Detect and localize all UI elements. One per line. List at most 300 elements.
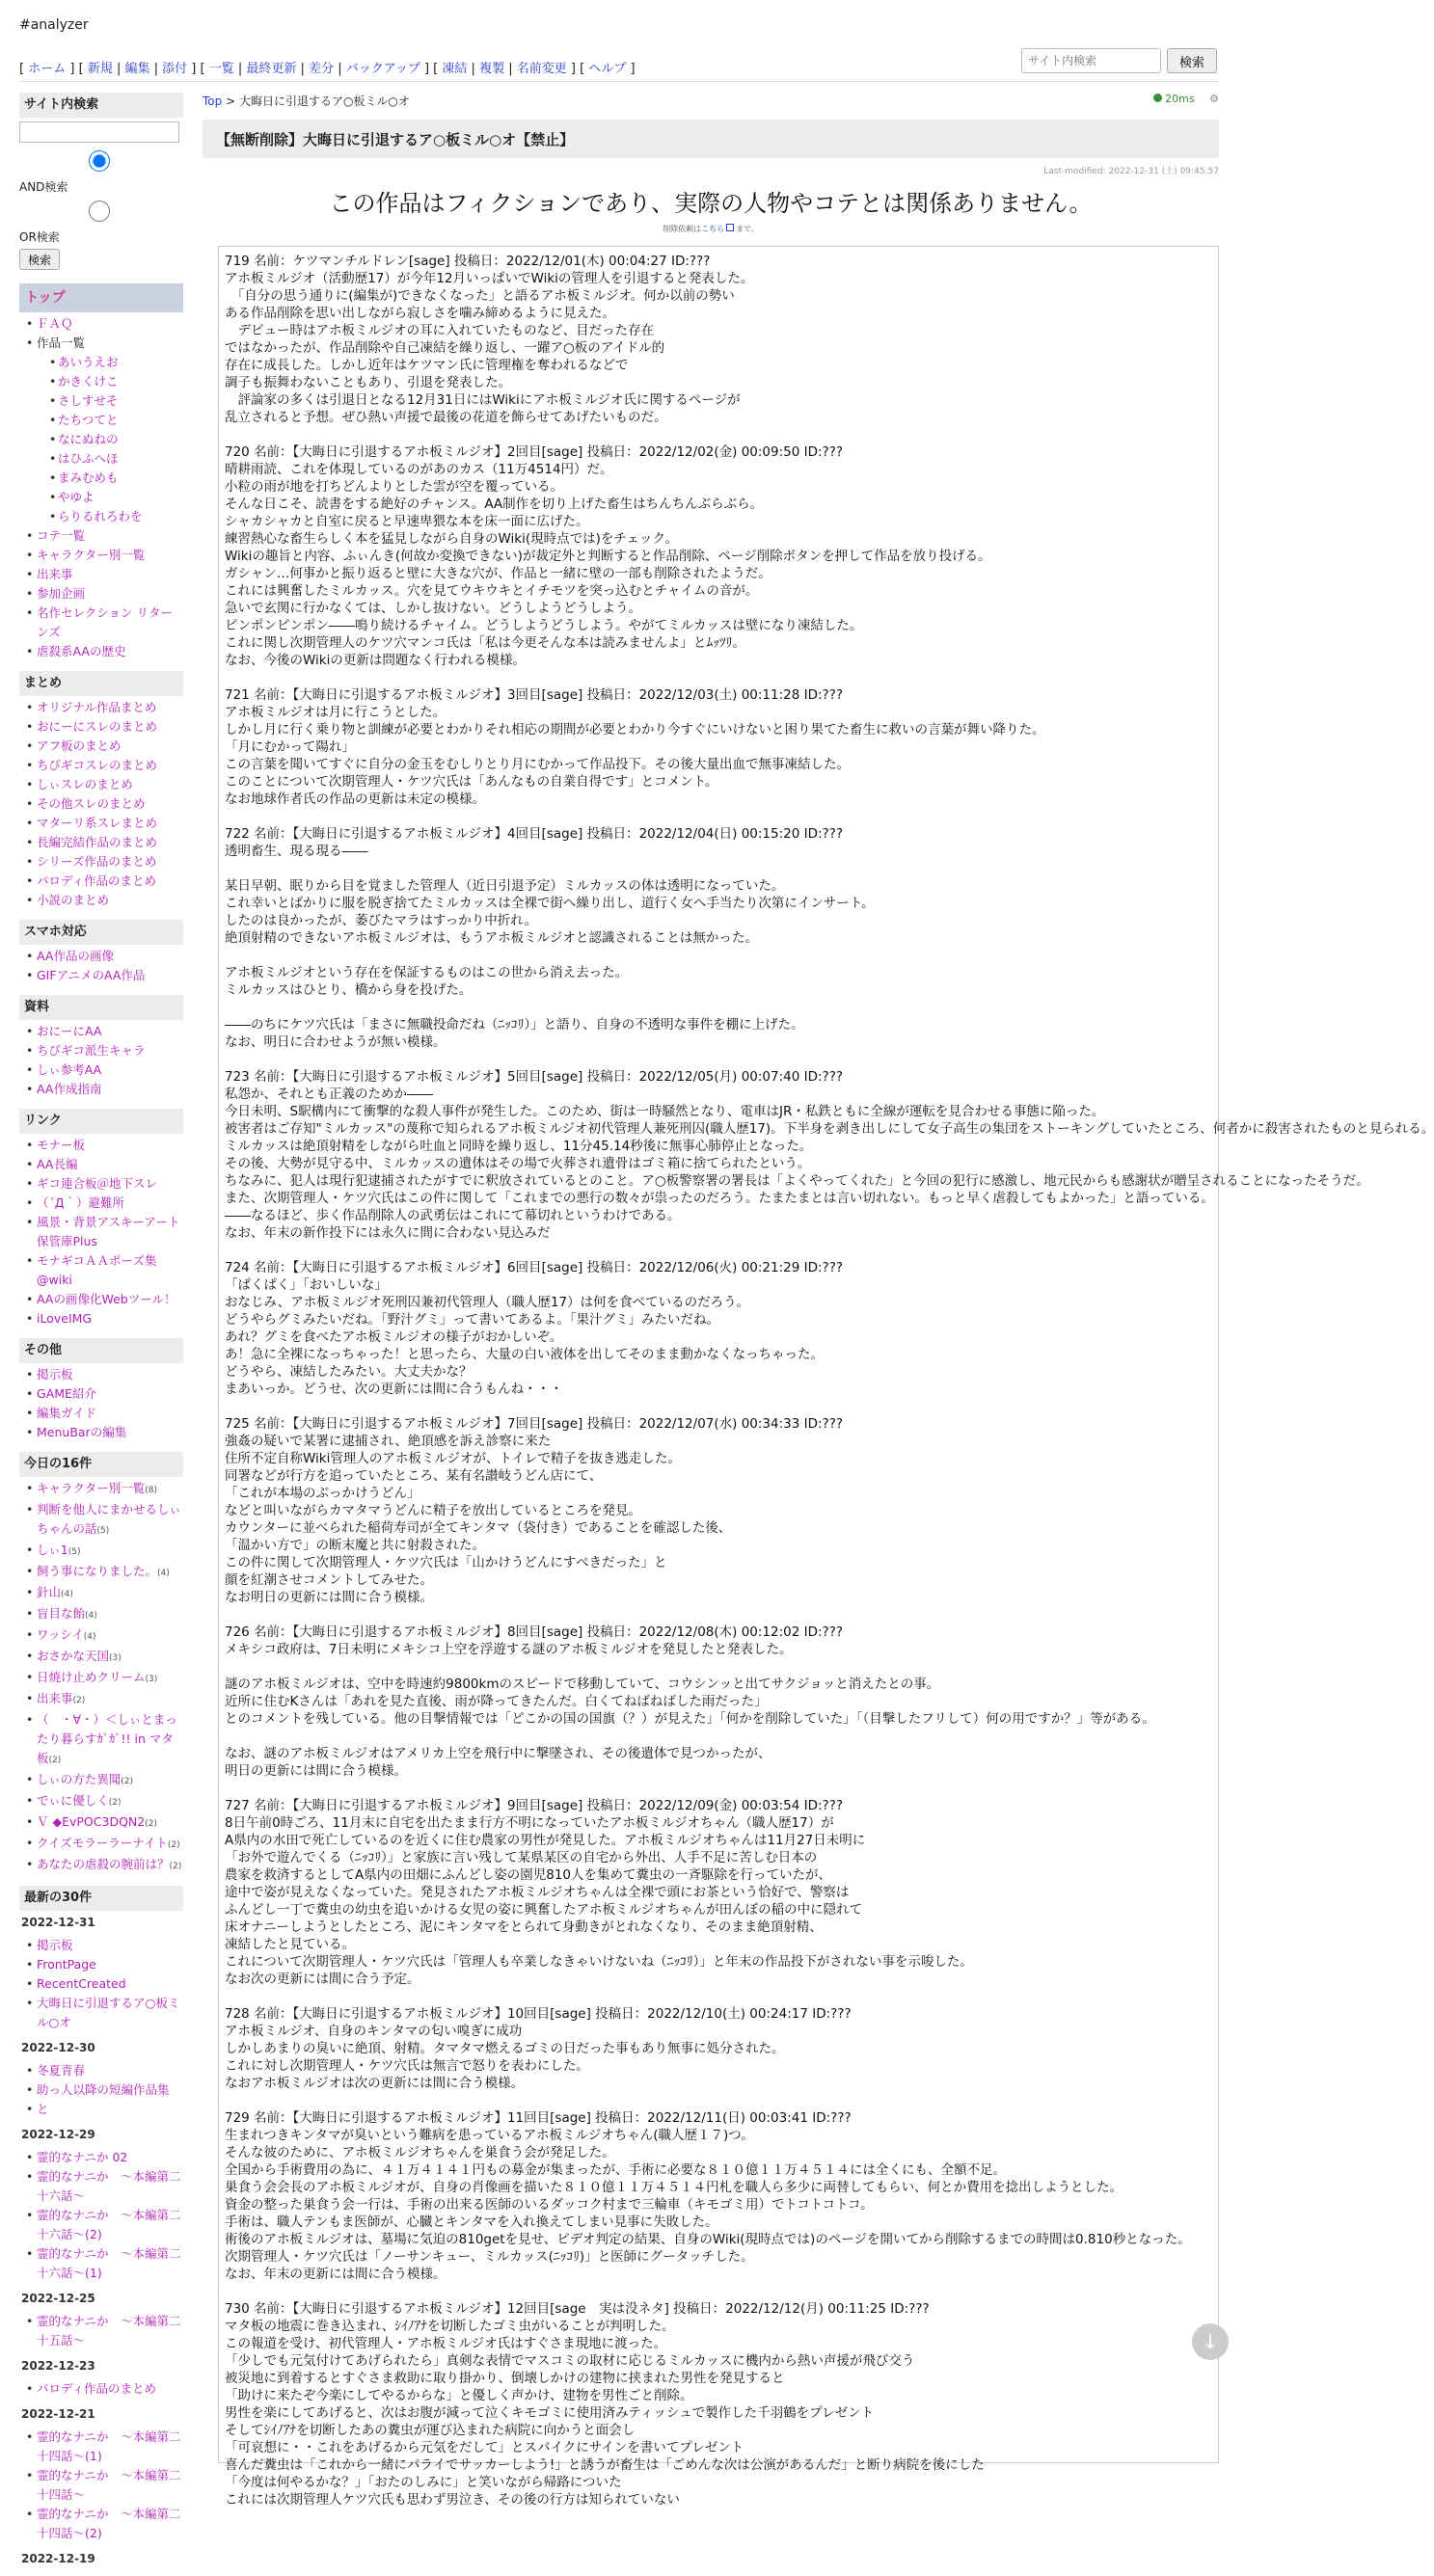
nav-link[interactable]: 添付 — [162, 62, 188, 76]
kana-link[interactable]: • やゆよ — [46, 488, 183, 507]
today-item — [23, 1541, 183, 1562]
nav-sep: | — [233, 62, 247, 76]
sidebar-item-faq[interactable]: • ＦＡＱ — [23, 314, 183, 334]
recent-date: 2022-12-29 — [21, 2128, 95, 2141]
story-line — [225, 1988, 1212, 2005]
story-line — [225, 426, 1212, 443]
story-line: メキシコ政府は、7日未明にメキシコ上空を浮遊する謎のアホ板ミルジオを発見したと発表した。 — [225, 1642, 793, 1657]
story-line: A県内の水田で死亡しているのを近くに住む農家の男性が発見した。アホ板ミルジオちゃんは11月27日未明に — [225, 1833, 866, 1848]
recent-date: 2022-12-19 — [21, 2552, 95, 2565]
today-link[interactable]: Ｖ ◆EvPOC3DQN2 — [37, 1814, 146, 1829]
today-link[interactable]: 出来事 — [37, 1691, 73, 1705]
story-line: 「助けに来たぞ今楽にしてやるからな」と優しく声かけ、建物を男性ごと削除。 — [225, 2388, 693, 2403]
kana-link[interactable]: • はひふへほ — [46, 449, 183, 469]
today-link[interactable]: 飼う事になりました。 — [37, 1564, 158, 1578]
sidebar-item[interactable]: • キャラクター別一覧 — [23, 546, 183, 565]
matome-link[interactable]: • マターリ系スレまとめ — [23, 814, 183, 833]
sidebar-item[interactable]: • 虐殺系AAの歴史 — [23, 642, 183, 661]
story-line: 今日未明、S駅構内にて衝撃的な殺人事件が発生した。このため、街は一時騒然となり、電車はJR・私鉄ともに全線が運転を見合わせる事態に陥った。 — [225, 1104, 1105, 1119]
today-item — [23, 1562, 183, 1583]
today-count: (5) — [68, 1547, 81, 1557]
nav-link[interactable]: 名前変更 — [516, 62, 567, 76]
or-radio[interactable] — [19, 201, 179, 222]
story-line — [225, 999, 1212, 1016]
story-line: 資金の整った巣食う会一行は、手術の出来る医師のいるダッコク村まで三輪車（キモゴミ用）でトコトコトコ。 — [225, 2197, 874, 2213]
header-divider — [19, 81, 1219, 82]
gear-icon[interactable]: ⚙ — [1209, 93, 1219, 105]
story-line: ある作品削除を思い出しながら寂しさを噛み締めるように見えた。 — [225, 306, 615, 321]
nav-link[interactable]: 最終更新 — [246, 62, 297, 76]
story-line: アホ板ミルジオという存在を保証するものはこの世から消え去った。 — [225, 965, 629, 980]
today-item — [23, 1668, 183, 1689]
story-line: 「自分の思う通りに(編集が)できなくなった」と語るアホ板ミルジオ。何か以前の勢い — [225, 288, 735, 304]
story-line: ピンポンピンポン――鳴り続けるチャイム。どうしようどうしよう。やがてミルカッスは壁になり凍結した。 — [225, 618, 863, 633]
story-line: アホ板ミルジオ（活動歴17）が今年12月いっぱいでWikiの管理人を引退すると発表した。 — [225, 271, 754, 286]
today-link[interactable]: ワッシイ — [37, 1627, 84, 1642]
today-link[interactable]: でぃに優しく — [37, 1793, 109, 1808]
story-line: おなじみ、アホ板ミルジオ死刑囚兼初代管理人（職人歴17）は何を食べているのだろう。 — [225, 1295, 750, 1310]
recent-date: 2022-12-31 — [21, 1916, 95, 1929]
recent-group — [19, 2426, 183, 2547]
today-count: (4) — [83, 1632, 96, 1642]
story-line: 小粒の雨が地を打ちどんよりとした雲が空を覆っている。 — [225, 479, 563, 495]
today-item — [23, 1791, 183, 1812]
story-line: したのは良かったが、萎びたマラはすっかり中折れ。 — [225, 913, 537, 928]
story-line: 農家を救済するとしてA県内の田畑にふんどし姿の園児810人を集めて糞虫の一斉駆除を行っていたが、 — [225, 1867, 832, 1883]
kana-link[interactable]: • かきくけこ — [46, 372, 183, 391]
nav-link[interactable]: 凍結 — [442, 62, 468, 76]
story-line: デビュー時はアホ板ミルジオの耳に入れていたものなど、目だった存在 — [225, 323, 655, 338]
smart-link[interactable]: • GIFアニメのAA作品 — [23, 966, 183, 985]
story-line: この件に関して次期管理人・ケツ穴氏は「山かけうどんにすべきだった」と — [225, 1555, 667, 1570]
story-line — [225, 1051, 1212, 1068]
other-link[interactable]: • GAME紹介 — [23, 1384, 183, 1404]
today-count: (8) — [145, 1486, 158, 1495]
sidebar-top-link[interactable]: トップ — [19, 283, 183, 312]
external-link[interactable]: • AAの画像化Webツール！ — [23, 1290, 183, 1309]
external-link[interactable]: • モナー板 — [23, 1136, 183, 1155]
story-line: カウンターに並べられた稲荷寿司が全てキンタマ（袋付き）であることを確認した後、 — [225, 1520, 732, 1536]
story-line: アホ板ミルジオは月に行こうとした。 — [225, 705, 446, 720]
today-link[interactable]: あなたの虐殺の腕前は？ — [37, 1857, 170, 1871]
recent-group — [19, 2377, 183, 2402]
sidebar-item[interactable]: • 参加企画 — [23, 584, 183, 604]
story-line: 近所に住むKさんは「あれを見た直後、雨が降ってきたんだ。白くてねばねばした雨だった」 — [225, 1694, 768, 1709]
story-line: あれ？グミを食べたアホ板ミルジオの様子がおかしいぞ。 — [225, 1329, 563, 1345]
nav-bracket: [ — [78, 62, 88, 76]
story-line: 全国から手術費用の為に、４１万４１４１円もの募金が集まったが、手術に必要な８１０億１１万４５１４には全くにも、全額不足。 — [225, 2162, 1006, 2178]
shiryo-link[interactable]: • ちびギコ派生キャラ — [23, 1041, 183, 1060]
story-line: とのコメントを残している。他の目撃情報では「どこかの国の国旗（？）が見えた」「何かを削除していた」「（目撃したフリして）何の用ですか？」等がある。 — [225, 1711, 1155, 1727]
story-line: 「これが本場のぶっかけうどん」 — [225, 1486, 420, 1501]
recent-group — [19, 1934, 183, 2036]
fiction-disclaimer: この作品はフィクションであり、実際の人物やコテとは関係ありません。 — [329, 190, 1093, 217]
external-link-icon — [726, 224, 734, 231]
today-item — [23, 1583, 183, 1604]
sidebar-today-heading: 今日の16件 — [19, 1452, 183, 1477]
story-line: 評論家の多くは引退日となる12月31日にはWikiにアホ板ミルジオ氏に関するページが — [225, 392, 741, 408]
story-line: なお次の更新には間に合う予定。 — [225, 1972, 420, 1987]
story-line — [225, 2092, 1212, 2109]
other-link[interactable]: • 編集ガイド — [23, 1404, 183, 1423]
today-link[interactable]: しぃの方た異聞 — [37, 1772, 122, 1786]
smart-list — [19, 945, 183, 989]
story-line: どうやらグミみたいだね。「野汁グミ」って書いてあるよ。「果汁グミ」みたいだね。 — [225, 1312, 719, 1328]
today-link[interactable]: （ ・∀・）＜しぃとまったり暮らすｶﾞｶﾞ!! in マタ板 — [37, 1712, 177, 1765]
matome-link[interactable]: • シリーズ作品のまとめ — [23, 852, 183, 872]
recent-link[interactable]: • 冬夏青春 — [23, 2061, 183, 2080]
today-count: (2) — [169, 1862, 182, 1871]
recent-link[interactable]: • FrontPage — [23, 1955, 183, 1974]
external-link[interactable]: • 風景・背景アスキーアート保管庫Plus — [23, 1213, 183, 1251]
deletion-link[interactable]: こちら — [701, 225, 725, 233]
scroll-down-icon[interactable]: ↓ — [1192, 2323, 1229, 2360]
today-item — [23, 1647, 183, 1668]
story-line: しかしあまりの臭いに絶頂、射精。タマタマ燃えるゴミの日だった事もあり無事に処分された。 — [225, 2041, 785, 2056]
today-link[interactable]: 針山 — [37, 1585, 62, 1599]
breadcrumb-top[interactable]: Top — [203, 94, 223, 108]
story-line: 728 名前：【大晦日に引退するアホ板ミルジオ】10回目[sage] 投稿日：2022/12/10(土) 00:24:17 ID:??? — [225, 2006, 852, 2022]
other-link[interactable]: • 掲示板 — [23, 1365, 183, 1384]
nav-sep: | — [504, 62, 517, 76]
recent-link[interactable]: • 霊的なナニか ～本編第二十五話～ — [23, 2312, 183, 2350]
clock-icon — [1153, 94, 1162, 102]
sidebar-search-button[interactable]: 検索 — [19, 249, 60, 270]
sidebar-other-heading: その他 — [19, 1338, 183, 1363]
story-line: あ！急に全裸になっちゃった！と思ったら、大量の白い液体を出してそのまま動かなくなっちゃった。 — [225, 1347, 824, 1362]
sidebar-matome-heading: まとめ — [19, 671, 183, 696]
search-button[interactable]: 検索 — [1167, 48, 1217, 73]
story-line: 凍結したと見ている。 — [225, 1937, 355, 1952]
today-item — [23, 1500, 183, 1541]
kana-link[interactable]: • まみむめも — [46, 469, 183, 488]
today-link[interactable]: しぃ1 — [37, 1543, 68, 1557]
story-line: 727 名前：【大晦日に引退するアホ板ミルジオ】9回目[sage] 投稿日：2022/12/09(金) 00:03:54 ID:??? — [225, 1798, 844, 1813]
today-item — [23, 1812, 183, 1834]
today-count: (2) — [48, 1756, 62, 1765]
story-line — [225, 947, 1212, 964]
story-line: 透明畜生、現る現る―― — [225, 844, 368, 859]
other-link[interactable]: • MenuBarの編集 — [23, 1423, 183, 1442]
story-line: 「可哀想に・・これをあげるから元気をだして」とスパイクにサインを書いてプレゼント — [225, 2440, 744, 2455]
today-item — [23, 1834, 183, 1855]
sidebar-shiryo-heading: 資料 — [19, 995, 183, 1020]
nav-sep: | — [112, 62, 125, 76]
today-link[interactable]: キャラクター別一覧 — [37, 1481, 146, 1495]
story-line: しかし月に行く乗り物と訓練が必要とわかりそれ相応の期間が必要とわかり今すぐにいけないと困り果てた畜生に救いの言葉が舞い降りた。 — [225, 722, 1045, 738]
story-line: 「少しでも元気付けてあげられたら」真剣な表情でマスコミの取材に応じるミルカッスに機内から熱い声援が飛び交う — [225, 2353, 915, 2369]
nav-bracket: ] — [566, 62, 581, 76]
story-line: まあいっか。どうせ、次の更新には間に合うもんね・・・ — [225, 1382, 563, 1397]
story-line: 729 名前：【大晦日に引退するアホ板ミルジオ】11回目[sage] 投稿日：2022/12/11(日) 00:03:41 ID:??? — [225, 2110, 852, 2126]
recent-group — [19, 2310, 183, 2354]
story-line: これについて次期管理人・ケツ穴氏は「管理人も卒業しなきゃいけないね（ﾆｯｺﾘ）」と年末の作品投下がされない事を示唆した。 — [225, 1954, 973, 1970]
recent-link[interactable]: • 霊的なナニか ～本編第二十四話～(2) — [23, 2505, 183, 2543]
story-line: これに対し次期管理人・ケツ穴氏は無言で怒りを表わにした。 — [225, 2058, 589, 2074]
story-line: 喜んだ糞虫は「これから一緒にパライでサッカーしよう!」と誘うが畜生は「ごめんな次は公演があるんだ」と断り病院を後にした — [225, 2457, 985, 2473]
story-line: 「ぱくぱく」「おいしいな」 — [225, 1277, 388, 1293]
story-line: ではなかったが、作品削除や自己凍結を繰り返し、一躍ア○板のアイドル的 — [225, 340, 665, 356]
recent-link[interactable]: • と — [23, 2100, 183, 2119]
story-line: そんな彼のために、アホ板ミルジオちゃんを巣食う会が発足した。 — [225, 2145, 615, 2160]
story-line: 途中で姿が見えなくなっていた。発見されたアホ板ミルジオちゃんは全裸で頭にお茶という恰好で、警察は — [225, 1885, 850, 1900]
shiryo-link[interactable]: • しぃ参考AA — [23, 1060, 183, 1080]
nav-sep: | — [467, 62, 480, 76]
recent-link[interactable]: • 霊的なナニか ～本編第二十六話～(1) — [23, 2244, 183, 2283]
external-link[interactable]: • iLoveIMG — [23, 1309, 183, 1328]
kana-link[interactable]: • たちつてと — [46, 411, 183, 430]
top-navigation — [19, 58, 636, 76]
kana-link[interactable]: • なにぬねの — [46, 430, 183, 449]
shiryo-link[interactable]: • AA作成指南 — [23, 1080, 183, 1099]
story-line: ミルカッスはひとり、橋から身を投げた。 — [225, 982, 473, 998]
story-line: アホ板ミルジオ、自身のキンタマの匂い嗅ぎに成功 — [225, 2024, 523, 2039]
story-line: 次期管理人・ケツ穴氏は「ノーサンキュー、ミルカッス(ﾆｯｺﾘ)」と医師にグータッチした。 — [225, 2249, 754, 2265]
story-line: マタ板の地震に巻き込まれ、ｼｲﾉｱﾅを切断したゴミ虫がいることが判明した。 — [225, 2319, 675, 2334]
breadcrumb-sep: > — [226, 94, 239, 108]
story-line: この言葉を聞いてすぐに自分の金玉をむしりとり月にむかって作品投下。その後大量出血で無事凍結した。 — [225, 757, 850, 772]
recent-link[interactable]: • 霊的なナニか 02 — [23, 2148, 183, 2167]
story-line: 存在に成長した。しかし近年はケツマン氏に管理権を奪われるなどで — [225, 358, 629, 373]
matome-link[interactable]: • パロディ作品のまとめ — [23, 872, 183, 891]
story-line: なお、今後のWikiの更新は問題なく行われる模様。 — [225, 653, 526, 668]
external-link[interactable]: • ギコ連合板＠地下スレ — [23, 1174, 183, 1194]
story-line: 8日午前0時ごろ、11月末に自宅を出たまま行方不明になっていたアホ板ミルジオちゃん（職人歴17）が — [225, 1815, 834, 1831]
header-search — [1021, 48, 1217, 73]
story-line: 同署などが行方を追っていたところ、某有名讃岐うどん店にて、 — [225, 1468, 603, 1484]
today-link[interactable]: おさかな天国 — [37, 1649, 110, 1663]
external-link[interactable]: • モナギコＡＡポーズ集@wiki — [23, 1251, 183, 1290]
external-link[interactable]: • AA長編 — [23, 1155, 183, 1174]
sidebar-item[interactable]: • 出来事 — [23, 565, 183, 584]
nav-link[interactable]: 編集 — [124, 62, 150, 76]
story-line: 725 名前：【大晦日に引退するアホ板ミルジオ】7回目[sage] 投稿日：2022/12/07(水) 00:34:33 ID:??? — [225, 1416, 844, 1432]
recent-link[interactable]: • 霊的なナニか ～本編第二十四話～ — [23, 2466, 183, 2505]
recent-link[interactable]: • 掲示板 — [23, 1936, 183, 1955]
sidebar-item[interactable]: • コテ一覧 — [23, 526, 183, 546]
nav-link[interactable]: 複製 — [479, 62, 505, 76]
story-line: 練習熱心な畜生らしく本を猛見しながら自身のWiki(現時点では)をチェック。 — [225, 531, 678, 547]
today-item — [23, 1604, 183, 1625]
deletion-note-post: まで。 — [736, 225, 759, 233]
matome-list — [19, 696, 183, 914]
today-count: (2) — [72, 1696, 86, 1705]
nav-link[interactable]: 新規 — [87, 62, 113, 76]
matome-link[interactable]: • しぃスレのまとめ — [23, 775, 183, 794]
story-line: 謎のアホ板ミルジオは、空中を時速約9800kmのスピードで移動していて、コウシンッと出てサクジョッと消えたとの事。 — [225, 1677, 940, 1692]
story-line: これには次期管理人ケツ穴氏も思わず男泣き、その後の行方は知られていない — [225, 2492, 680, 2508]
today-item — [23, 1625, 183, 1647]
story-line: 719 名前：ケツマンチルドレン[sage] 投稿日：2022/12/01(木) 00:04:27 ID:??? — [225, 254, 711, 269]
and-radio[interactable] — [19, 150, 179, 172]
story-line: 私怨か、それとも正義のためか―― — [225, 1087, 433, 1102]
recent-link[interactable]: • 大晦日に引退するア○板ミル○オ — [23, 1994, 183, 2032]
recent-link[interactable]: • RecentCreated — [23, 1974, 183, 1994]
story-line: 「今度は何やるかな？」「おたのしみに」と笑いながら帰路についた — [225, 2475, 622, 2490]
sidebar-search-input[interactable] — [19, 121, 179, 143]
today-link[interactable]: クイズモラーラーナイト — [37, 1836, 168, 1850]
nav-sep: | — [149, 62, 163, 76]
nav-link[interactable]: 一覧 — [208, 62, 234, 76]
story-line — [225, 1728, 1212, 1745]
matome-link[interactable]: • オリジナル作品まとめ — [23, 698, 183, 717]
other-list — [19, 1363, 183, 1446]
sidebar-recent-heading: 最新の30件 — [19, 1886, 183, 1911]
sidebar-link-heading: リンク — [19, 1109, 183, 1134]
render-time — [1153, 93, 1219, 105]
story-line: なお、年末の新作投下には永久に間に合わない見込みだ — [225, 1225, 551, 1241]
story-line: 住所不定自称Wiki管理人のアホ板ミルジオが、トイレで精子を抜き逃走した。 — [225, 1451, 681, 1466]
story-line: ――のちにケツ穴氏は「まさに無職投命だね（ﾆｯｺﾘ）」と語り、自身の不透明な事件を棚に上げた。 — [225, 1017, 804, 1033]
nav-bracket: [ — [200, 62, 209, 76]
nav-bracket: [ — [19, 62, 29, 76]
nav-link[interactable]: バックアップ — [345, 62, 420, 76]
today-link[interactable]: 盲目な飴 — [37, 1606, 86, 1621]
story-line: そんな日こそ、読書をする絶好のチャンス。AA制作を切り上げた畜生はちんちんぶらぶら。 — [225, 496, 764, 512]
recent-group — [19, 2059, 183, 2123]
story-line: これ幸いとばかりに服を脱ぎ捨てたミルカッスは全裸で街へ繰り出し、道行く女へ手当たり次第にインサート。 — [225, 896, 875, 911]
link-list — [19, 1134, 183, 1332]
story-line: 術後のアホ板ミルジオは、墓場に気迫の810getを見せ、ビデオ判定の結果、自身のWiki(現時点では)のページを開いてから削除するまでの時間は0.810秒となった。 — [225, 2232, 1191, 2247]
story-line: なお、謎のアホ板ミルジオはアメリカ上空を飛行中に撃墜され、その後遺体で見つかったが、 — [225, 1746, 771, 1761]
story-line: 明日の更新には間に合う模様。 — [225, 1763, 407, 1779]
story-line — [225, 1780, 1212, 1797]
matome-link[interactable]: • その他スレのまとめ — [23, 794, 183, 814]
story-line: 生まれつきキンタマが臭いという難病を患っているアホ板ミルジオちゃん(職人歴１７)つ。 — [225, 2128, 754, 2143]
nav-bracket: [ — [433, 62, 443, 76]
story-line: ミルカッスは絶頂射精をしながら吐血と同時を繰り返し、11分45.14秒後に無事心肺停止となった。 — [225, 1139, 813, 1154]
story-line — [225, 1658, 1212, 1676]
story-line: 「月にむかって陽れ」 — [225, 739, 355, 755]
recent-date: 2022-12-30 — [21, 2041, 95, 2054]
story-line: 721 名前：【大晦日に引退するアホ板ミルジオ】3回目[sage] 投稿日：2022/12/03(土) 00:11:28 ID:??? — [225, 687, 844, 703]
story-line — [225, 1606, 1212, 1623]
matome-link[interactable]: • ちびギコスレのまとめ — [23, 756, 183, 775]
matome-link[interactable]: • 小説のまとめ — [23, 891, 183, 910]
story-line: 「温かい方で」の断末魔と共に射殺された。 — [225, 1538, 485, 1553]
recent-link[interactable]: • パロディ作品のまとめ — [23, 2379, 183, 2399]
story-line: 723 名前：【大晦日に引退するアホ板ミルジオ】5回目[sage] 投稿日：2022/12/05(月) 00:07:40 ID:??? — [225, 1069, 844, 1085]
today-link[interactable]: 判断を他人にまかせるしぃちゃんの話 — [37, 1502, 181, 1536]
matome-link[interactable]: • アフ板のまとめ — [23, 737, 183, 756]
search-input[interactable] — [1021, 48, 1161, 73]
story-line: ガシャン…何事かと振り返ると壁に大きな穴が、作品と一緒に壁の一部も削除されたようだ。 — [225, 566, 771, 581]
today-count: (5) — [96, 1526, 110, 1536]
kana-link[interactable]: • さしすせそ — [46, 391, 183, 411]
recent-date: 2022-12-25 — [21, 2292, 95, 2305]
story-line — [225, 669, 1212, 686]
today-list — [19, 1477, 183, 1880]
today-link[interactable]: 日焼け止めクリーム — [37, 1670, 146, 1684]
story-line: なお明日の更新には間に合う模様。 — [225, 1590, 433, 1605]
story-line: なおアホ板ミルジオは次の更新には間に合う模様。 — [225, 2076, 525, 2091]
story-line: 手術は、職人テンもま医師が、心臓とキンタマを入れ換えてしまい見事に失敗した。 — [225, 2214, 718, 2230]
story-line: 顔を紅潮させコメントしてみせた。 — [225, 1572, 433, 1588]
page-title: 【無断削除】大晦日に引退するア○板ミル○オ【禁止】 — [203, 120, 1219, 158]
recent-link[interactable]: • 助っ人以降の短編作品集 — [23, 2080, 183, 2100]
story-line: なお地球作者氏の作品の更新は未定の模様。 — [225, 792, 485, 807]
sidebar — [19, 93, 183, 2565]
story-line: そしてｼｲﾉｱﾅを切断したあの糞虫が運び込まれた病院に向かうと面会し — [225, 2423, 636, 2438]
kana-link[interactable]: • らりるれろわを — [46, 507, 183, 526]
story-line: 被害者はご存知"ミルカッス"の蔑称で知られるアホ板ミルジオ初代管理人兼死刑囚(職人歴17)。下半身を剥き出しにして女子高生の集団をストーキングしていたところ、何者かに殺害されたものと見られる。 — [225, 1121, 1434, 1137]
today-count: (3) — [145, 1675, 158, 1684]
nav-link[interactable]: ヘルプ — [588, 62, 627, 76]
story-line: シャカシャカと自室に戻ると早速卑猥な本を床一面に広げた。 — [225, 514, 589, 529]
smart-link[interactable]: • AA作品の画像 — [23, 947, 183, 966]
story-line: 男性を楽にしてあげると、次はお腹が減って泣くキモゴミに使用済みティッシュで製作した千羽鶴をプレゼント — [225, 2405, 875, 2421]
story-line: 乱立されると予想。ぜひ熱い声援で最後の花道を飾らせてあげたいものだ。 — [225, 410, 667, 425]
sidebar-item-works: • 作品一覧 — [23, 334, 183, 353]
recent-list — [19, 1911, 183, 2576]
story-line — [225, 808, 1212, 825]
nav-bracket: ] — [66, 62, 79, 76]
recent-link[interactable]: • 霊的なナニか ～本編第二十四話～(1) — [23, 2428, 183, 2466]
story-line: 720 名前：【大晦日に引退するアホ板ミルジオ】2回目[sage] 投稿日：2022/12/02(金) 00:09:50 ID:??? — [225, 444, 844, 460]
story-line: 726 名前：【大晦日に引退するアホ板ミルジオ】8回目[sage] 投稿日：2022/12/08(木) 00:12:02 ID:??? — [225, 1624, 844, 1640]
story-body — [218, 246, 1434, 2508]
story-line — [225, 1242, 1212, 1259]
recent-link[interactable]: • 霊的なナニか ～本編第二十六話～(2) — [23, 2206, 183, 2244]
and-label: AND検索 — [19, 180, 68, 194]
story-line: また、次期管理人・ケツ穴氏はこの件に関して「これまでの悪行の数々が祟ったのだろう。たまたまとは言い切れない。もっと早く虐殺してもよかった」と語っている。 — [225, 1191, 1214, 1206]
shiryo-list — [19, 1020, 183, 1103]
story-line: 某日早朝、眠りから目を覚ました管理人（近日引退予定）ミルカッスの体は透明になっていた。 — [225, 878, 785, 894]
sidebar-item[interactable]: • 名作セレクション リターンズ — [23, 604, 183, 642]
nav-link[interactable]: ホーム — [28, 62, 67, 76]
today-count: (2) — [108, 1798, 122, 1808]
nav-bracket: ] — [187, 62, 201, 76]
story-line: ちなみに、犯人は現行犯逮捕されたがすでに釈放されているとのこと。ア○板警察署の署長は「よくやってくれた」と今回の犯行に感激し、地元民からも感謝状が贈呈されることになったそうだ。 — [225, 1173, 1369, 1189]
nav-sep: | — [296, 62, 310, 76]
story-line: 絶頂射精のできないアホ板ミルジオは、もうアホ板ミルジオと認識されることは無かった。 — [225, 930, 758, 946]
matome-link[interactable]: • おにーにスレのまとめ — [23, 717, 183, 737]
nav-sep: | — [334, 62, 346, 76]
today-item — [23, 1479, 183, 1500]
today-count: (2) — [121, 1777, 134, 1786]
today-count: (3) — [109, 1653, 122, 1663]
recent-group — [19, 2146, 183, 2287]
kana-list — [23, 353, 183, 526]
nav-link[interactable]: 差分 — [309, 62, 335, 76]
story-line: その後、大勢が見守る中、ミルカッスの遺体はその場で火葬され遺骨はゴミ箱に捨てられたという。 — [225, 1156, 811, 1171]
story-line: これに関し次期管理人のケツ穴マンコ氏は「私は今更そんな本は読みませんよ」とﾑｯﾂﾘ。 — [225, 635, 745, 651]
story-line: 強姦の疑いで某署に逮捕され、絶頂感を訴え診察に来た — [225, 1434, 552, 1449]
story-line: 調子も振舞わないこともあり、引退を発表した。 — [225, 375, 511, 390]
today-item — [23, 1770, 183, 1791]
matome-link[interactable]: • 長編完結作品のまとめ — [23, 833, 183, 852]
today-item — [23, 1855, 183, 1876]
shiryo-link[interactable]: • おにーにAA — [23, 1022, 183, 1041]
story-line: 「お外で遊んでくる（ﾆｯｺﾘ）」と家族に言い残して某県某区の自宅から外出、人手不足に苦しむ日本の — [225, 1850, 818, 1865]
story-line: このことについて次期管理人・ケツ穴氏は「あんなもの自業自得です」とコメント。 — [225, 774, 718, 790]
render-time-text: 20ms — [1165, 93, 1195, 105]
main-content — [203, 93, 1434, 2508]
story-line: 巣食う会会長のアホ板ミルジオが、自身の肖像画を描いた８１０億１１万４５１４円札を職人ら多少に両替してもらい、何とか費用を捻出しようとした。 — [225, 2180, 1123, 2195]
story-line: この報道を受け、初代管理人・アホ板ミルジオ氏はすぐさま現地に渡った。 — [225, 2336, 667, 2351]
recent-date: 2022-12-21 — [21, 2407, 95, 2421]
breadcrumb — [203, 93, 1219, 112]
story-line: 急いで玄関に行かなくては、しかし抜けない。どうしようどうしよう。 — [225, 601, 641, 616]
today-count: (4) — [61, 1590, 73, 1599]
kana-link[interactable]: • あいうえお — [46, 353, 183, 372]
story-line: なお、年末の更新には間に合う模様。 — [225, 2267, 446, 2282]
external-link[interactable]: • （´Д｀）避難所 — [23, 1194, 183, 1213]
story-line: これには興奮したミルカッス。穴を見てウキウキとイチモツを突っ込むとチャイムの音が。 — [225, 583, 759, 599]
story-line: 床オナニーしようとしたところ、泥にキンタマをとられて身動きがとれなくなり、そのまま絶頂射精、 — [225, 1919, 823, 1935]
recent-group — [19, 2570, 183, 2576]
recent-link[interactable]: • 霊的なナニか ～本編第二十六話～ — [23, 2167, 183, 2206]
